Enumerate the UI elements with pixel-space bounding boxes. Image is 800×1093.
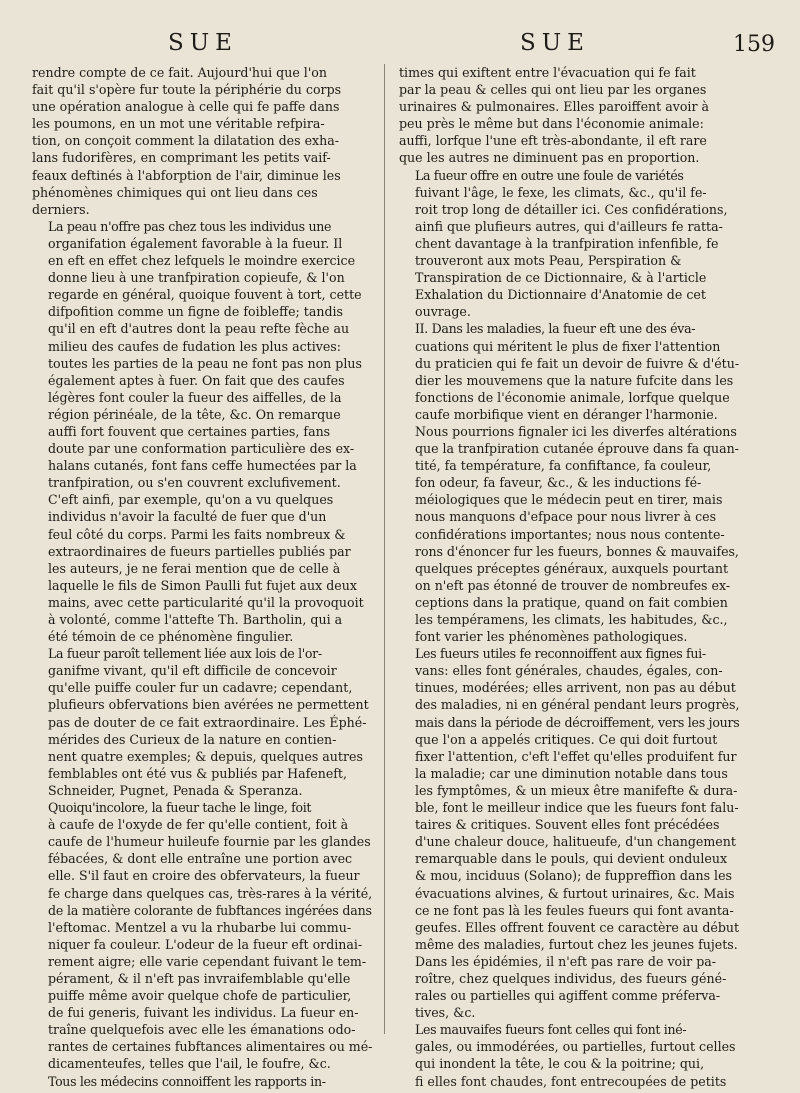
text-line: de fui generis, fuivant les individus. La fueur en- <box>48 1005 359 1021</box>
text-line: auffi, lorfque l'une eft très-abondante, il eft rare <box>399 133 707 149</box>
text-line: II. Dans les maladies, la fueur eft une des éva- <box>415 321 696 337</box>
text-line: individus n'avoir la faculté de fuer que d'un <box>48 509 327 525</box>
text-line: que les autres ne diminuent pas en proportion. <box>399 150 700 166</box>
text-line: organifation également favorable à la fueur. Il <box>48 235 343 251</box>
right-text-column <box>399 64 740 1089</box>
text-line: toutes les parties de la peau ne font pas non plus <box>48 355 362 371</box>
page-number: 159 <box>733 32 775 57</box>
text-line: elle. S'il faut en croire des obfervateurs, la fueur <box>48 868 360 884</box>
text-line: difpofition comme un figne de foibleffe; tandis <box>48 304 344 320</box>
text-line: ouvrage. <box>415 304 471 320</box>
text-line: roit trop long de détailler ici. Ces confidérations, <box>415 201 728 217</box>
text-line: pas de douter de ce fait extraordinaire. Les Éphé- <box>48 714 367 730</box>
text-line: La fueur offre en outre une foule de variétés <box>415 167 684 183</box>
text-line: on n'eft pas étonné de trouver de nombreufes ex- <box>415 577 731 593</box>
text-line: l'eftomac. Mentzel a vu la rhubarbe lui commu- <box>48 919 352 935</box>
text-line: fuivant l'âge, le fexe, les climats, &c., qu'il fe- <box>415 184 707 200</box>
text-line: d'une chaleur douce, halitueufe, d'un changement <box>415 834 736 850</box>
text-line: laquelle le fils de Simon Paulli fut fujet aux deux <box>48 577 357 593</box>
text-line: Schneider, Pugnet, Penada & Speranza. <box>48 782 303 798</box>
text-line: fon odeur, fa faveur, &c., & les inductions fé- <box>415 475 702 491</box>
paragraph <box>32 218 372 645</box>
text-line: halans cutanés, font fans ceffe humectées par la <box>48 458 357 474</box>
text-line: Les fueurs utiles fe reconnoiffent aux fignes fui- <box>415 646 706 662</box>
text-line: fe charge dans quelques cas, très-rares à la vérité, <box>48 885 373 901</box>
text-line: C'eft ainfi, par exemple, qu'on a vu quelques <box>48 492 334 508</box>
text-line: tives, &c. <box>415 1005 476 1021</box>
text-line: derniers. <box>32 201 90 217</box>
text-line: de la matière colorante de fubftances ingérées dans <box>48 902 372 918</box>
text-line: rement aigre; elle varie cependant fuivant le tem- <box>48 953 367 969</box>
text-line: fonctions de l'économie animale, lorfque quelque <box>415 389 730 405</box>
text-line: La peau n'offre pas chez tous les individus une <box>48 218 332 234</box>
text-line: nent quatre exemples; & depuis, quelques autres <box>48 748 363 764</box>
text-line: évacuations alvines, & furtout urinaires, &c. Mais <box>415 885 735 901</box>
text-line: confidérations importantes; nous nous contente- <box>415 526 725 542</box>
paragraph <box>399 645 739 1021</box>
text-line: mérides des Curieux de la nature en contien- <box>48 731 337 747</box>
paragraph <box>32 1073 372 1090</box>
paragraph <box>32 64 372 218</box>
text-line: extraordinaires de fueurs partielles publiés par <box>48 543 351 559</box>
text-line: Dans les épidémies, il n'eft pas rare de voir pa- <box>415 953 717 969</box>
text-line: vans: elles font générales, chaudes, égales, con- <box>415 663 723 679</box>
text-line: ce ne font pas là les feules fueurs qui font avanta- <box>415 902 734 918</box>
text-line: ainfi que plufieurs autres, qui d'ailleurs fe ratta- <box>415 218 723 234</box>
text-line: Exhalation du Dictionnaire d'Anatomie de cet <box>415 287 706 303</box>
text-line: peu près le même but dans l'économie animale: <box>399 116 704 132</box>
text-line: remarquable dans le pouls, qui devient onduleux <box>415 851 728 867</box>
text-line: puiffe même avoir quelque chofe de particulier, <box>48 988 352 1004</box>
paragraph <box>399 1021 739 1089</box>
text-line: Nous pourrions fignaler ici les diverfes altérations <box>415 423 737 439</box>
text-line: & mou, inciduus (Solano); de fuppreffion dans les <box>415 868 732 884</box>
text-line: été témoin de ce phénomène fingulier. <box>48 629 294 645</box>
text-line: ganifme vivant, qu'il eft difficile de concevoir <box>48 663 337 679</box>
text-line: les tempéramens, les climats, les habitudes, &c., <box>415 612 728 627</box>
text-line: les poumons, en un mot une véritable refpira- <box>32 116 325 132</box>
text-line: gales, ou immodérées, ou partielles, furtout celles <box>415 1039 736 1055</box>
text-line: Quoiqu'incolore, la fueur tache le linge, foit <box>48 800 312 816</box>
text-line: les auteurs, je ne ferai mention que de celle à <box>48 560 341 576</box>
text-line: rales ou partielles qui agiffent comme préferva- <box>415 988 721 1004</box>
text-line: auffi fort fouvent que certaines parties, fans <box>48 423 331 439</box>
text-line: fi elles font chaudes, font entrecoupées de petits <box>415 1073 727 1089</box>
text-line: regarde en général, quoique fouvent à tort, cette <box>48 287 362 303</box>
text-line: tion, on conçoit comment la dilatation des exha- <box>32 133 340 149</box>
text-line: Les mauvaifes fueurs font celles qui font iné- <box>415 1022 687 1038</box>
left-running-head: SUE <box>168 30 238 56</box>
text-line: caufe de l'humeur huileufe fournie par les glandes <box>48 834 371 850</box>
text-line: chent davantage à la tranfpiration infenfible, fe <box>415 235 719 251</box>
text-line: traîne quelquefois avec elle les émanations odo- <box>48 1022 356 1038</box>
text-line: times qui exiftent entre l'évacuation qui fe fait <box>399 65 696 80</box>
text-line: à volonté, comme l'attefte Th. Bartholin, qui a <box>48 612 343 627</box>
text-line: que l'on a appelés critiques. Ce qui doit furtout <box>415 731 718 747</box>
text-line: qu'il en eft d'autres dont la peau refte fèche au <box>48 321 350 337</box>
text-line: La fueur paroît tellement liée aux lois de l'or- <box>48 646 322 662</box>
paragraph <box>399 320 739 645</box>
paragraph <box>32 645 372 799</box>
text-line: feaux deftinés à l'abforption de l'air, diminue les <box>32 167 341 183</box>
text-line: également aptes à fuer. On fait que des caufes <box>48 372 345 388</box>
text-line: trouveront aux mots Peau, Perspiration & <box>415 253 682 269</box>
running-header <box>0 30 800 64</box>
right-running-head: SUE <box>520 30 590 56</box>
text-line: ble, font le meilleur indice que les fueurs font falu- <box>415 800 739 816</box>
text-line: milieu des caufes de fudation les plus actives: <box>48 338 342 354</box>
text-line: fébacées, & dont elle entraîne une portion avec <box>48 851 353 867</box>
text-line: Tous les médecins connoiffent les rapports in- <box>48 1073 326 1089</box>
text-line: la maladie; car une diminution notable dans tous <box>415 765 728 781</box>
text-line: taires & critiques. Souvent elles font précédées <box>415 817 720 833</box>
text-line: Transpiration de ce Dictionnaire, & à l'article <box>415 270 707 286</box>
text-line: phénomènes chimiques qui ont lieu dans ces <box>32 184 318 200</box>
text-line: une opération analogue à celle qui fe paffe dans <box>32 99 340 115</box>
text-line: tinues, modérées; elles arrivent, non pas au début <box>415 680 736 696</box>
paragraph <box>399 64 739 167</box>
text-line: en eft en effet chez lefquels le moindre exercice <box>48 253 356 269</box>
text-line: niquer fa couleur. L'odeur de la fueur eft ordinai- <box>48 936 363 952</box>
text-line: même des maladies, furtout chez les jeunes fujets. <box>415 936 738 952</box>
text-line: roître, chez quelques individus, des fueurs géné- <box>415 970 727 986</box>
text-line: légères font couler la fueur des aiffelles, de la <box>48 389 342 405</box>
column-divider <box>384 64 385 1034</box>
text-line: font varier les phénomènes pathologiques. <box>415 629 688 645</box>
text-line: geufes. Elles offrent fouvent ce caractère au début <box>415 919 740 935</box>
text-line: lans fudorifères, en comprimant les petits vaif- <box>32 150 331 166</box>
paragraph <box>399 167 739 321</box>
text-line: quelques préceptes généraux, auxquels pourtant <box>415 560 729 576</box>
text-line: donne lieu à une tranfpiration copieufe, & l'on <box>48 270 345 286</box>
text-line: méiologiques que le médecin peut en tirer, mais <box>415 492 723 508</box>
text-line: urinaires & pulmonaires. Elles paroiffent avoir à <box>399 99 709 115</box>
left-text-column <box>32 64 373 1089</box>
text-line: région périnéale, de la tête, &c. On remarque <box>48 406 341 422</box>
text-line: qu'elle puiffe couler fur un cadavre; cependant, <box>48 680 353 696</box>
text-line: caufe morbifique vient en déranger l'harmonie. <box>415 406 718 422</box>
text-line: fixer l'attention, c'eft l'effet qu'elles produifent fur <box>415 748 737 764</box>
text-line: rantes de certaines fubftances alimentaires ou mé- <box>48 1039 373 1055</box>
text-line: plufieurs obfervations bien avérées ne permettent <box>48 697 369 713</box>
text-line: rons d'énoncer fur les fueurs, bonnes & mauvaifes, <box>415 543 739 559</box>
text-line: les fymptômes, & un mieux être manifefte & dura- <box>415 782 738 798</box>
text-line: cuations qui méritent le plus de fixer l'attention <box>415 338 721 354</box>
text-line: nous manquons d'efpace pour nous livrer à ces <box>415 509 717 525</box>
text-line: doute par une conformation particulière des ex- <box>48 441 355 457</box>
text-line: par la peau & celles qui ont lieu par les organes <box>399 82 707 98</box>
text-line: des maladies, ni en général pendant leurs progrès, <box>415 697 740 713</box>
text-line: mains, avec cette particularité qu'il la provoquoit <box>48 594 364 610</box>
text-line: ceptions dans la pratique, quand on fait combien <box>415 594 728 610</box>
text-line: fait qu'il s'opère fur toute la périphérie du corps <box>32 82 342 98</box>
text-line: tranfpiration, ou s'en couvrent exclufivement. <box>48 475 341 491</box>
paragraph <box>32 799 372 1073</box>
text-line: rendre compte de ce fait. Aujourd'hui que l'on <box>32 65 327 80</box>
text-line: tité, fa température, fa confiftance, fa couleur, <box>415 458 712 474</box>
text-line: pérament, & il n'eft pas invraifemblable qu'elle <box>48 970 351 986</box>
text-line: que la tranfpiration cutanée éprouve dans fa quan- <box>415 441 739 457</box>
text-line: qui inondent la tête, le cou & la poitrine; qui, <box>415 1056 705 1072</box>
text-line: dier les mouvemens que la nature fufcite dans les <box>415 372 734 388</box>
text-line: dicamenteufes, telles que l'ail, le foufre, &c. <box>48 1056 331 1072</box>
text-line: à caufe de l'oxyde de fer qu'elle contient, foit à <box>48 817 349 833</box>
text-line: feul côté du corps. Parmi les faits nombreux & <box>48 526 346 542</box>
text-line: du praticien qui fe fait un devoir de fuivre & d'étu- <box>415 355 740 371</box>
text-line: mais dans la période de décroiffement, vers les jours <box>415 714 740 730</box>
text-line: femblables ont été vus & publiés par Hafeneft, <box>48 765 347 781</box>
